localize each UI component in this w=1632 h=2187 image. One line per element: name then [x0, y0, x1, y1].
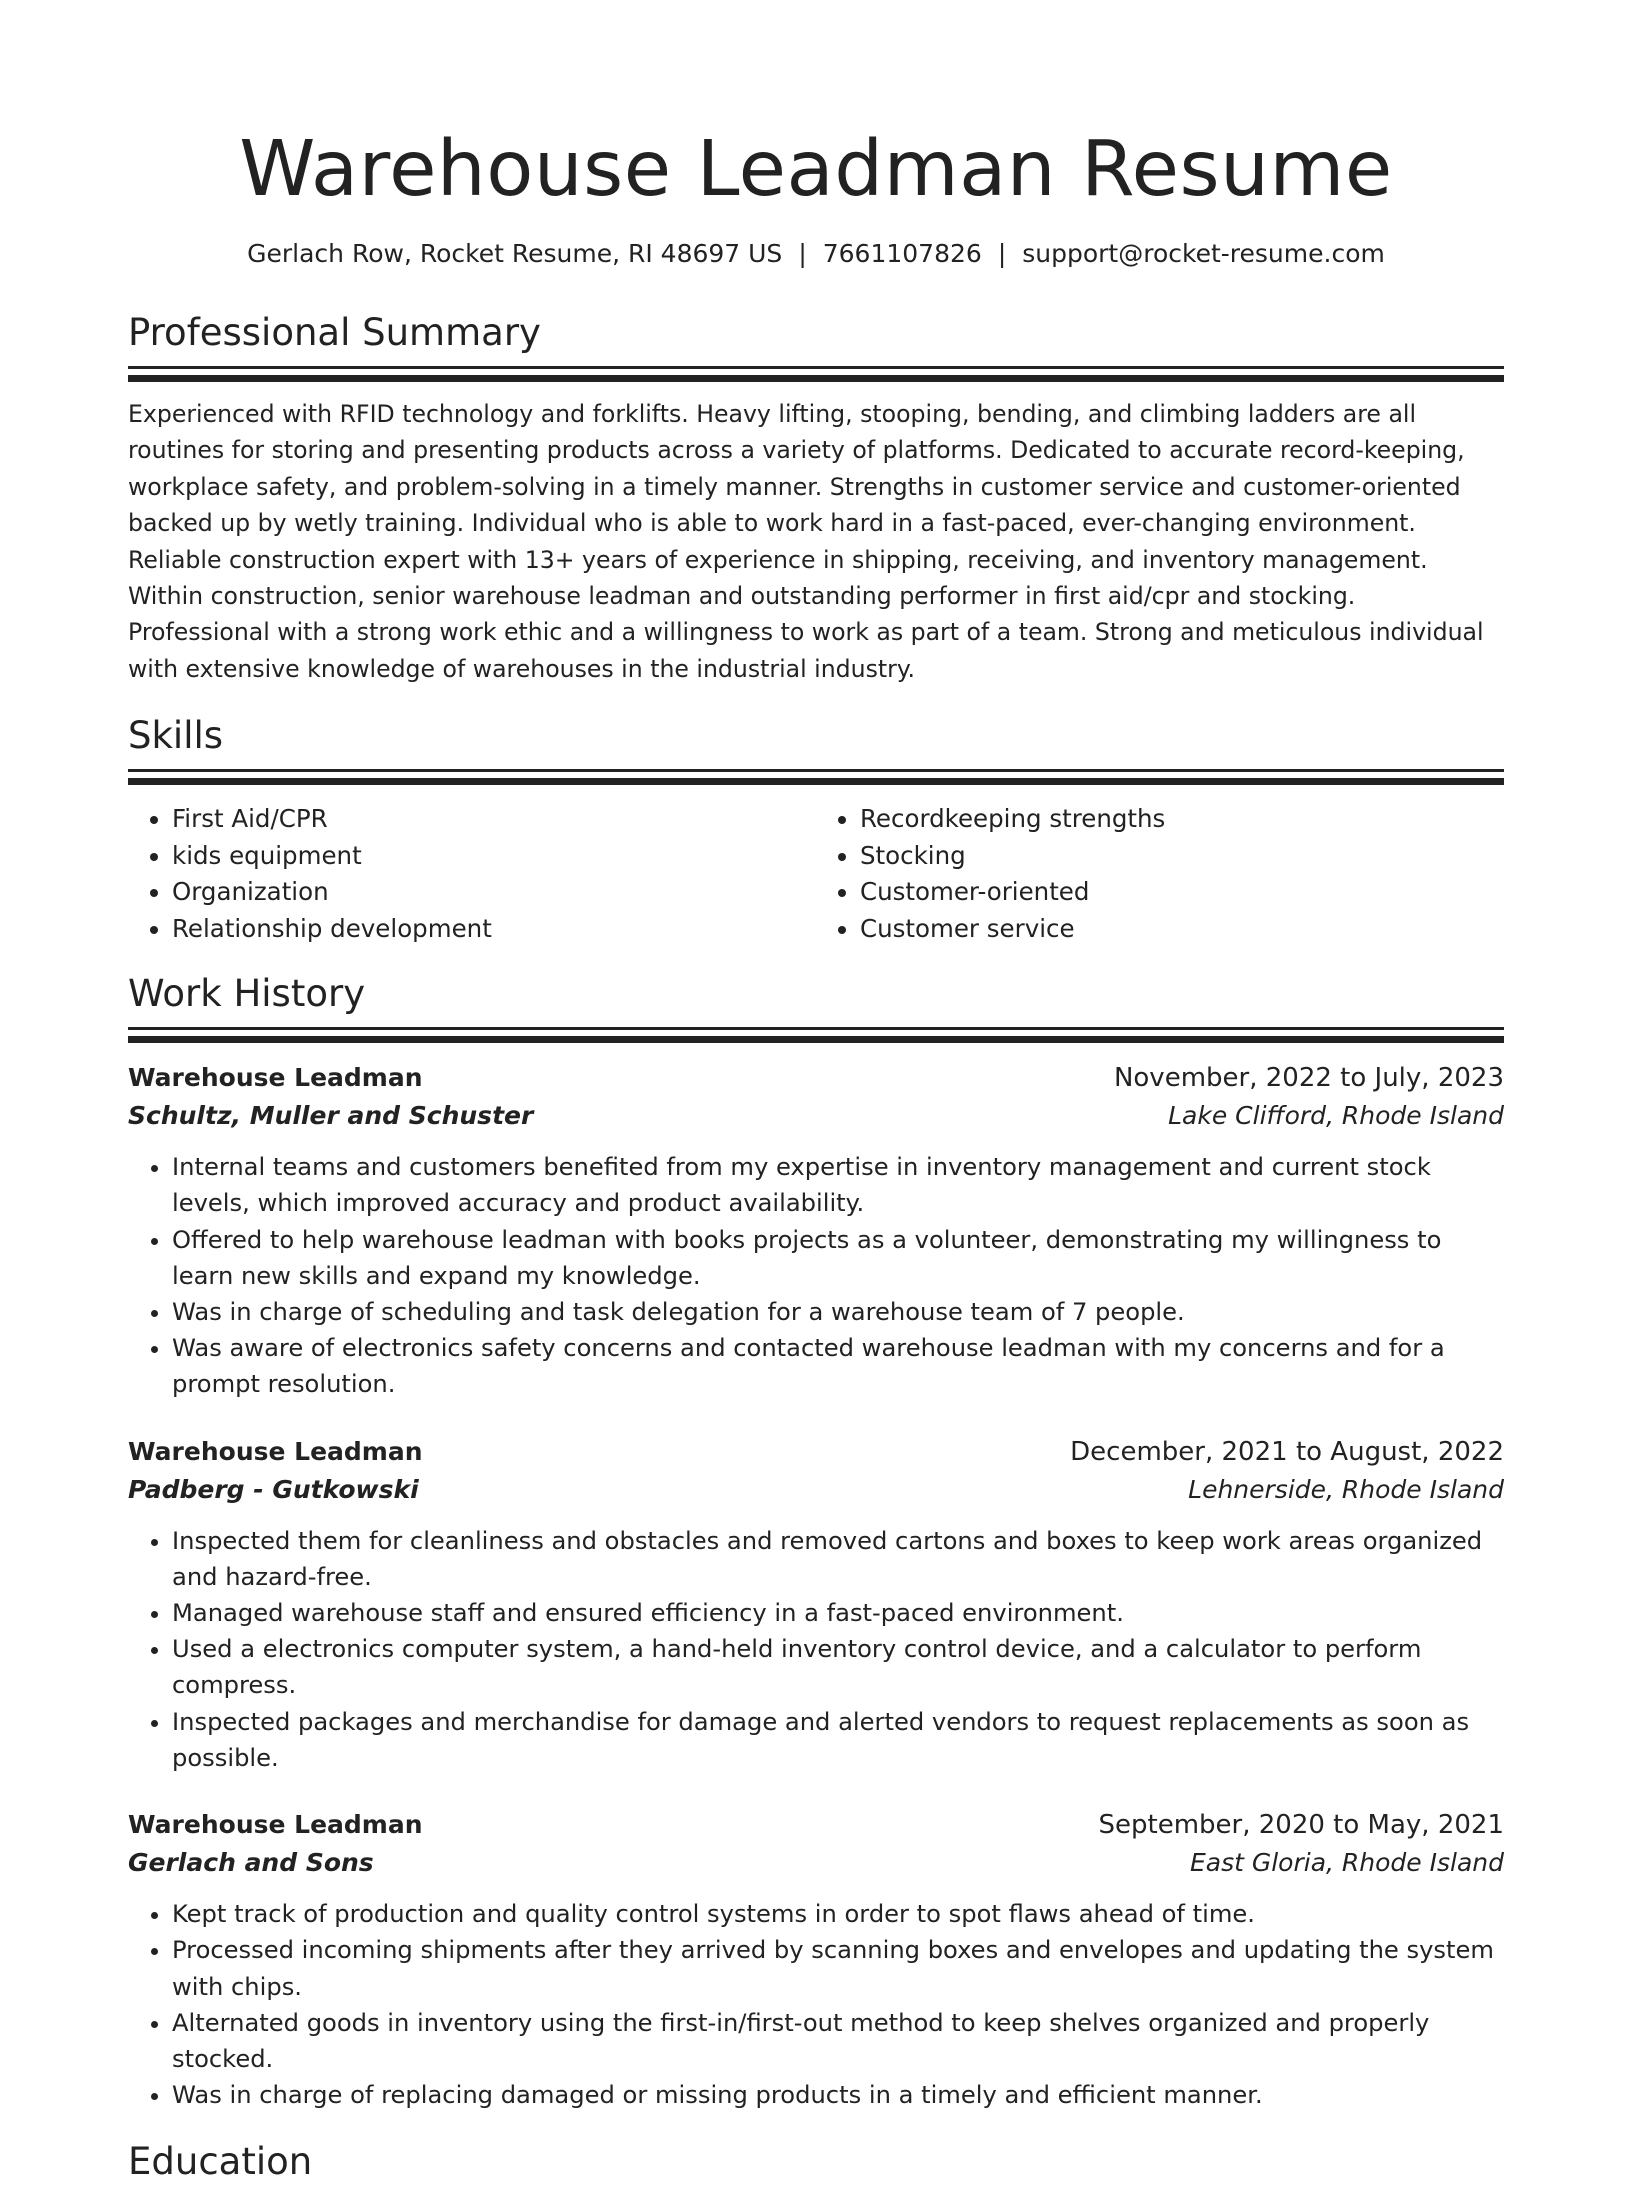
education-section — [128, 2137, 1504, 2187]
summary-text: Experienced with RFID technology and forklifts. Heavy lifting, stooping, bending, and climbing ladders are all routines for storing and presenting products across a variety of platforms. Dedicated to accurate record-keeping, workplace safety, and problem-solving in a timely manner. Strengths in customer service and customer-oriented backed up by wetly training. Individual who is able to work hard in a fast-paced, ever-changing environment. Reliable construction expert with 13+ years of experience in shipping, receiving, and inventory management. Within construction, senior warehouse leadman and outstanding performer in first aid/cpr and stocking. Professional with a strong work ethic and a willingness to work as part of a team. Strong and meticulous individual with extensive knowledge of warehouses in the industrial industry. — [128, 400, 1484, 683]
section-heading: Skills — [128, 714, 224, 758]
resume-page — [128, 0, 1504, 2187]
job-company-row — [128, 1097, 1504, 1135]
job-bullet: • Internal teams and customers benefited from my expertise in inventory management and current stock levels, which improved accuracy and product availability. — [172, 1149, 1504, 1221]
skill-item: • Organization — [172, 874, 816, 911]
job-bullet: • Inspected them for cleanliness and obstacles and removed cartons and boxes to keep work areas organized and hazard-free. — [172, 1523, 1504, 1595]
job-bullet: • Inspected packages and merchandise for damage and alerted vendors to request replacements as soon as possible. — [172, 1704, 1504, 1776]
skill-item: • Stocking — [860, 838, 1504, 875]
job-header-row — [128, 1059, 1504, 1097]
section-divider-thick — [128, 778, 1504, 785]
skill-item: • kids equipment — [172, 838, 816, 875]
job-dates: December, 2021 to August, 2022 — [1070, 1436, 1504, 1467]
job-entry — [128, 1806, 1504, 2113]
job-bullet: • Kept track of production and quality control systems in order to spot flaws ahead of time. — [172, 1896, 1504, 1932]
work-history-section — [128, 969, 1504, 2113]
contact-phone: 7661107826 — [822, 239, 982, 268]
skill-item: • Recordkeeping strengths — [860, 801, 1504, 838]
resume-title: Warehouse Leadman Resume — [239, 125, 1393, 214]
job-bullet: • Alternated goods in inventory using the first-in/first-out method to keep shelves organized and properly stocked. — [172, 2005, 1504, 2077]
section-heading: Professional Summary — [128, 311, 541, 354]
section-divider-thick — [128, 1036, 1504, 1043]
contact-separator: | — [798, 239, 807, 268]
contact-address: Gerlach Row, Rocket Resume, RI 48697 US — [247, 239, 783, 268]
job-bullet: • Managed warehouse staff and ensured efficiency in a fast-paced environment. — [172, 1595, 1504, 1631]
job-company: Padberg - Gutkowski — [128, 1474, 419, 1504]
job-bullet: • Offered to help warehouse leadman with books projects as a volunteer, demonstrating my willingness to learn new skills and expand my knowledge. — [172, 1222, 1504, 1294]
skills-section — [128, 711, 1504, 947]
section-divider — [128, 769, 1504, 772]
job-location: Lehnerside, Rhode Island — [1188, 1474, 1504, 1504]
skills-column-left — [128, 801, 816, 947]
section-divider-thick — [128, 375, 1504, 382]
job-dates: November, 2022 to July, 2023 — [1113, 1063, 1504, 1094]
job-bullet: • Used a electronics computer system, a hand-held inventory control device, and a calculator to perform compress. — [172, 1631, 1504, 1703]
job-bullets — [128, 1523, 1504, 1776]
section-divider — [128, 366, 1504, 369]
skill-item: • Relationship development — [172, 911, 816, 948]
job-entry — [128, 1059, 1504, 1402]
section-divider — [128, 1027, 1504, 1030]
section-heading: Work History — [128, 972, 366, 1016]
job-title: Warehouse Leadman — [128, 1063, 423, 1093]
job-location: Lake Clifford, Rhode Island — [1168, 1101, 1504, 1131]
job-dates: September, 2020 to May, 2021 — [1098, 1810, 1504, 1841]
skills-grid — [128, 801, 1504, 947]
skill-item: • Customer service — [860, 911, 1504, 948]
job-bullet: • Was in charge of scheduling and task delegation for a warehouse team of 7 people. — [172, 1294, 1504, 1330]
job-bullet: • Was in charge of replacing damaged or missing products in a timely and efficient manner. — [172, 2077, 1504, 2113]
job-company-row — [128, 1844, 1504, 1882]
job-bullet: • Processed incoming shipments after they arrived by scanning boxes and envelopes and updating the system with chips. — [172, 1932, 1504, 2004]
contact-email: support@rocket-resume.com — [1022, 239, 1385, 268]
skill-item: • First Aid/CPR — [172, 801, 816, 838]
job-header-row — [128, 1806, 1504, 1844]
job-header-row — [128, 1433, 1504, 1471]
skills-column-right — [816, 801, 1504, 947]
skill-item: • Customer-oriented — [860, 874, 1504, 911]
job-entry — [128, 1433, 1504, 1776]
contact-separator: | — [997, 239, 1007, 268]
job-location: East Gloria, Rhode Island — [1189, 1848, 1504, 1878]
job-title: Warehouse Leadman — [128, 1436, 423, 1466]
job-company-row — [128, 1471, 1504, 1509]
job-title: Warehouse Leadman — [128, 1810, 423, 1840]
job-bullets — [128, 1896, 1504, 2113]
professional-summary-section — [128, 308, 1504, 687]
section-heading: Education — [128, 2140, 313, 2184]
contact-line — [128, 236, 1504, 272]
job-bullet: • Was aware of electronics safety concerns and contacted warehouse leadman with my concerns and for a prompt resolution. — [172, 1330, 1504, 1402]
job-company: Schultz, Muller and Schuster — [128, 1101, 534, 1131]
job-bullets — [128, 1149, 1504, 1402]
job-company: Gerlach and Sons — [128, 1848, 374, 1878]
